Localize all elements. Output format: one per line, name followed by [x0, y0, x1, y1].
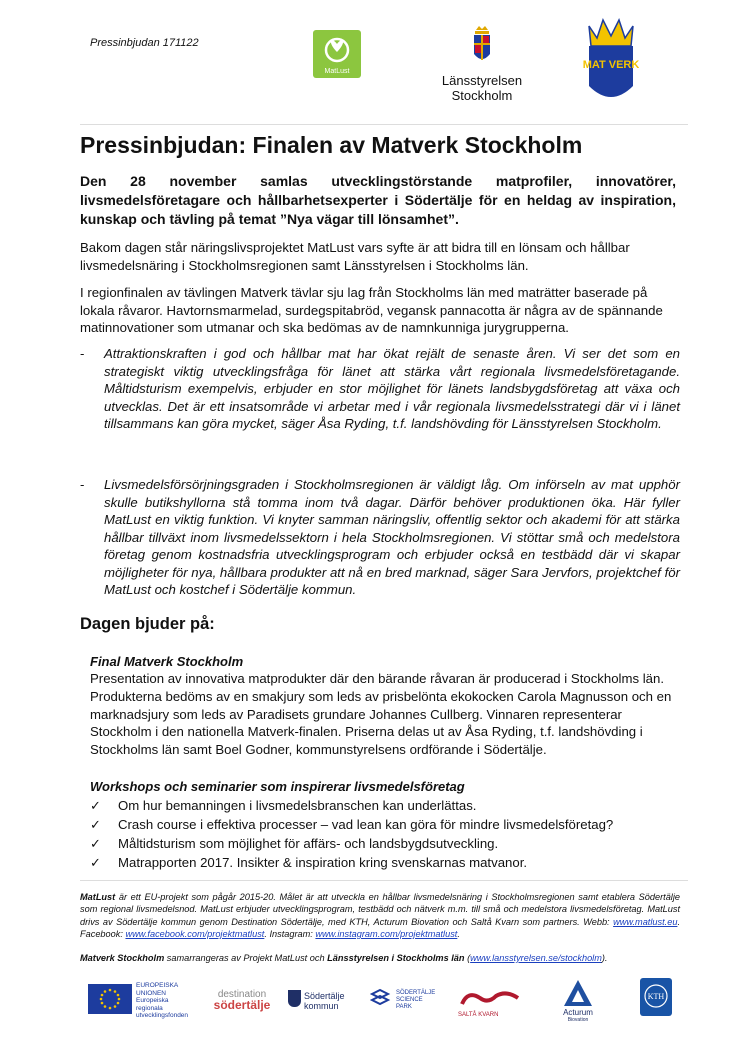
eu-flag-icon: [88, 984, 132, 1014]
quote-block-1: [80, 345, 680, 433]
page-title: Pressinbjudan: Finalen av Matverk Stockholm: [80, 132, 583, 158]
matlust-logo: [313, 30, 361, 78]
destination-text-bold: södertälje: [213, 998, 271, 1012]
sodertalje-shield-icon: [288, 990, 301, 1007]
footer-divider: [80, 880, 688, 881]
science-text: SCIENCE: [396, 997, 423, 1003]
acturum-text: Acturum: [563, 1008, 593, 1017]
matlust-logo-text: MatLust: [324, 68, 350, 75]
footer-matlust-bold: MatLust: [80, 892, 116, 902]
footer-matverk-text: samarrangeras av Projekt MatLust och: [164, 953, 328, 963]
footer-matverk-bold: Matverk Stockholm: [80, 953, 165, 963]
check-icon: ✓: [90, 855, 102, 870]
footer-organizers: [80, 952, 680, 964]
list-item-text: Måltidsturism som möjlighet för affärs- och landsbygdsutveckling.: [118, 836, 499, 851]
kth-text: KTH: [647, 992, 665, 1001]
footer-matlust-text: är ett EU-projekt som pågår 2015-20. Målet är att utveckla en hållbar livsmedelsnäring i Stockholmsregionen samt etablera Södertälje som regional livsmedelsnod. MatLust erbjuder utvecklingsprogram, testbädd och nätverk m.m. till små och medelstora livsmedelsföretag. MatLust drivs av Södertälje kommun genom Destination Södertälje, med KTH, Acturum Biovation och Saltå Kvarn som partners. Webb:: [80, 892, 680, 927]
salta-kvarn-logo: [458, 974, 528, 1026]
science-text: SÖDERTÄLJE: [396, 990, 436, 996]
sodertalje-text: Södertälje: [304, 991, 345, 1001]
salta-kvarn-icon: [458, 988, 528, 1010]
quote-dash: -: [80, 346, 85, 361]
lansstyrelsen-crest-icon: [471, 24, 493, 68]
acturum-logo: [548, 974, 608, 1026]
date-line: Pressinbjudan 171122: [90, 37, 199, 49]
salta-text: SALTÅ KVARN: [458, 1012, 499, 1018]
matverk-logo-text: MAT VERK: [583, 59, 639, 71]
lansstyrelsen-link[interactable]: www.lansstyrelsen.se/stockholm: [470, 953, 602, 963]
check-icon: ✓: [90, 798, 102, 813]
eu-logo-text: [136, 982, 188, 1020]
eu-logo: [88, 974, 198, 1026]
footer-instagram-label: . Instagram:: [264, 928, 316, 939]
list-item-text: Crash course i effektiva processer – vad lean kan göra för mindre livsmedelsföretag?: [118, 817, 614, 832]
list-item-text: Om hur bemanningen i livsmedelsbranschen kan underlättas.: [118, 798, 477, 813]
matlust-leaf-icon: [313, 30, 361, 64]
lansstyrelsen-name-2: Stockholm: [451, 88, 513, 103]
eu-text-line: utvecklingsfonden: [136, 1012, 189, 1019]
lead-paragraph: Den 28 november samlas utvecklingstörstande matprofiler, innovatörer, livsmedelsföretagare och hållbarhetsexperter i Södertälje för en heldag av inspiration, kunskap och tävling på temat ”Nya vägar till lönsamhet”.: [80, 173, 676, 227]
matlust-web-link[interactable]: www.matlust.eu: [613, 916, 678, 927]
lansstyrelsen-logo: [432, 24, 532, 103]
kth-logo: [638, 974, 674, 1026]
eu-text-line: regionala: [136, 1004, 163, 1012]
workshops-heading: Workshops och seminarier som inspirerar livsmedelsföretag: [90, 779, 465, 794]
footer-lst-bold: Länsstyrelsen i Stockholms län: [327, 953, 465, 963]
eu-text-line: Europeiska: [136, 997, 169, 1004]
list-item: [90, 815, 680, 834]
footer-end-dot: .: [457, 928, 460, 939]
final-heading: Final Matverk Stockholm: [90, 654, 244, 669]
header-divider: [80, 124, 688, 125]
acturum-subtext: Biovation: [567, 1017, 589, 1023]
intro-paragraph-1: Bakom dagen står näringslivsprojektet MatLust vars syfte är att bidra till en lönsam och hållbar livsmedelsnäring i Stockholmsregionen samt Länsstyrelsen i Stockholms län.: [80, 240, 630, 273]
list-item-text: Matrapporten 2017. Insikter & inspiration kring svenskarnas matvanor.: [118, 855, 528, 870]
eu-text-line: EUROPEISKA: [136, 982, 179, 989]
check-icon: ✓: [90, 817, 102, 832]
final-description: Presentation av innovativa matprodukter där den bärande råvaran är producerad i Stockholms län. Produkterna bedöms av en smakjury som leds av prisbelönta ekokocken Carola Magnusson och en marknadsjury som leds av Paradisets grundare Johannes Cullberg. Vinnaren representerar Stockholm i den nationella Matverk-finalen. Priserna delas ut av Åsa Ryding, t.f. landshövding i Stockholms län samt Boel Godner, kommunstyrelsens ordförande i Södertälje.: [90, 671, 672, 758]
sponsor-logos: [88, 974, 688, 1030]
science-text: PARK: [396, 1004, 412, 1010]
sodertalje-text: kommun: [304, 1001, 339, 1011]
destination-sodertalje-logo: [212, 974, 272, 1026]
list-item: [90, 834, 680, 853]
lansstyrelsen-name-1: Länsstyrelsen: [441, 73, 523, 88]
quote-text: Attraktionskraften i god och hållbar mat har ökat rejält de senaste åren. Vi ser det som en strategiskt viktig utvecklingsfråga för länet att stärka vårt regionala livsmedelsföretagande. Måltidsturism exempelvis, erbjuder en stor möjlighet för länets landsbygdsföretag att växa och utvecklas. Det är ett insatsområde vi arbetar med i vår regionala livsmedelsstrategi där vi i länet tillsammans kan göra mycket, säger Åsa Ryding, t.f. landshövding för Länsstyrelsen Stockholm.: [104, 346, 680, 431]
destination-text: destination: [217, 989, 267, 1000]
quote-block-2: [80, 476, 680, 599]
science-park-icon: [370, 988, 392, 1010]
footer-about-matlust: [80, 891, 680, 940]
quote-dash: -: [80, 477, 85, 492]
sodertalje-kommun-logo: [286, 974, 346, 1026]
workshops-list: [90, 796, 680, 872]
footer-lst-close: ).: [601, 953, 608, 963]
matverk-logo: [583, 16, 639, 108]
footer-facebook-label: . Facebook:: [80, 916, 680, 939]
list-item: [90, 853, 680, 872]
check-icon: ✓: [90, 836, 102, 851]
eu-text-line: UNIONEN: [136, 989, 166, 997]
section-heading: Dagen bjuder på:: [80, 615, 215, 633]
facebook-link[interactable]: www.facebook.com/projektmatlust: [125, 928, 265, 939]
instagram-link[interactable]: www.instagram.com/projektmatlust: [315, 928, 458, 939]
science-park-logo: [370, 974, 434, 1026]
footer-lst-open: (: [464, 953, 471, 963]
intro-paragraph-2: I regionfinalen av tävlingen Matverk tävlar sju lag från Stockholms län med maträtter baserade på lokala råvaror. Havtornsmarmelad, surdegspitabröd, vegansk pannacotta är några av de spännande matinnovationer som utmanar och ska bedömas av de namnkunniga jurygrupperna.: [80, 285, 663, 335]
acturum-triangle-icon: [562, 978, 594, 1008]
quote-text: Livsmedelsförsörjningsgraden i Stockholmsregionen är väldigt låg. Om införseln av mat upphör skulle butikshyllorna stå tomma inom två dagar. Därför behöver produktionen öka. Här fyller MatLust en viktig funktion. Vi knyter samman näringsliv, offentlig sektor och akademi för att stärka hållbar tillväxt inom livsmedelssektorn i hela Stockholmsregionen. Vi stöttar små och medelstora företag genom kostnadsfria utvecklingsprogram och erbjuder också en testbädd där vi skapar möjligheter för nya, hållbara produkter att nå en bred marknad, säger Sara Jervfors, projektchef för MatLust och kostchef i Södertälje kommun.: [104, 477, 680, 597]
list-item: [90, 796, 680, 815]
